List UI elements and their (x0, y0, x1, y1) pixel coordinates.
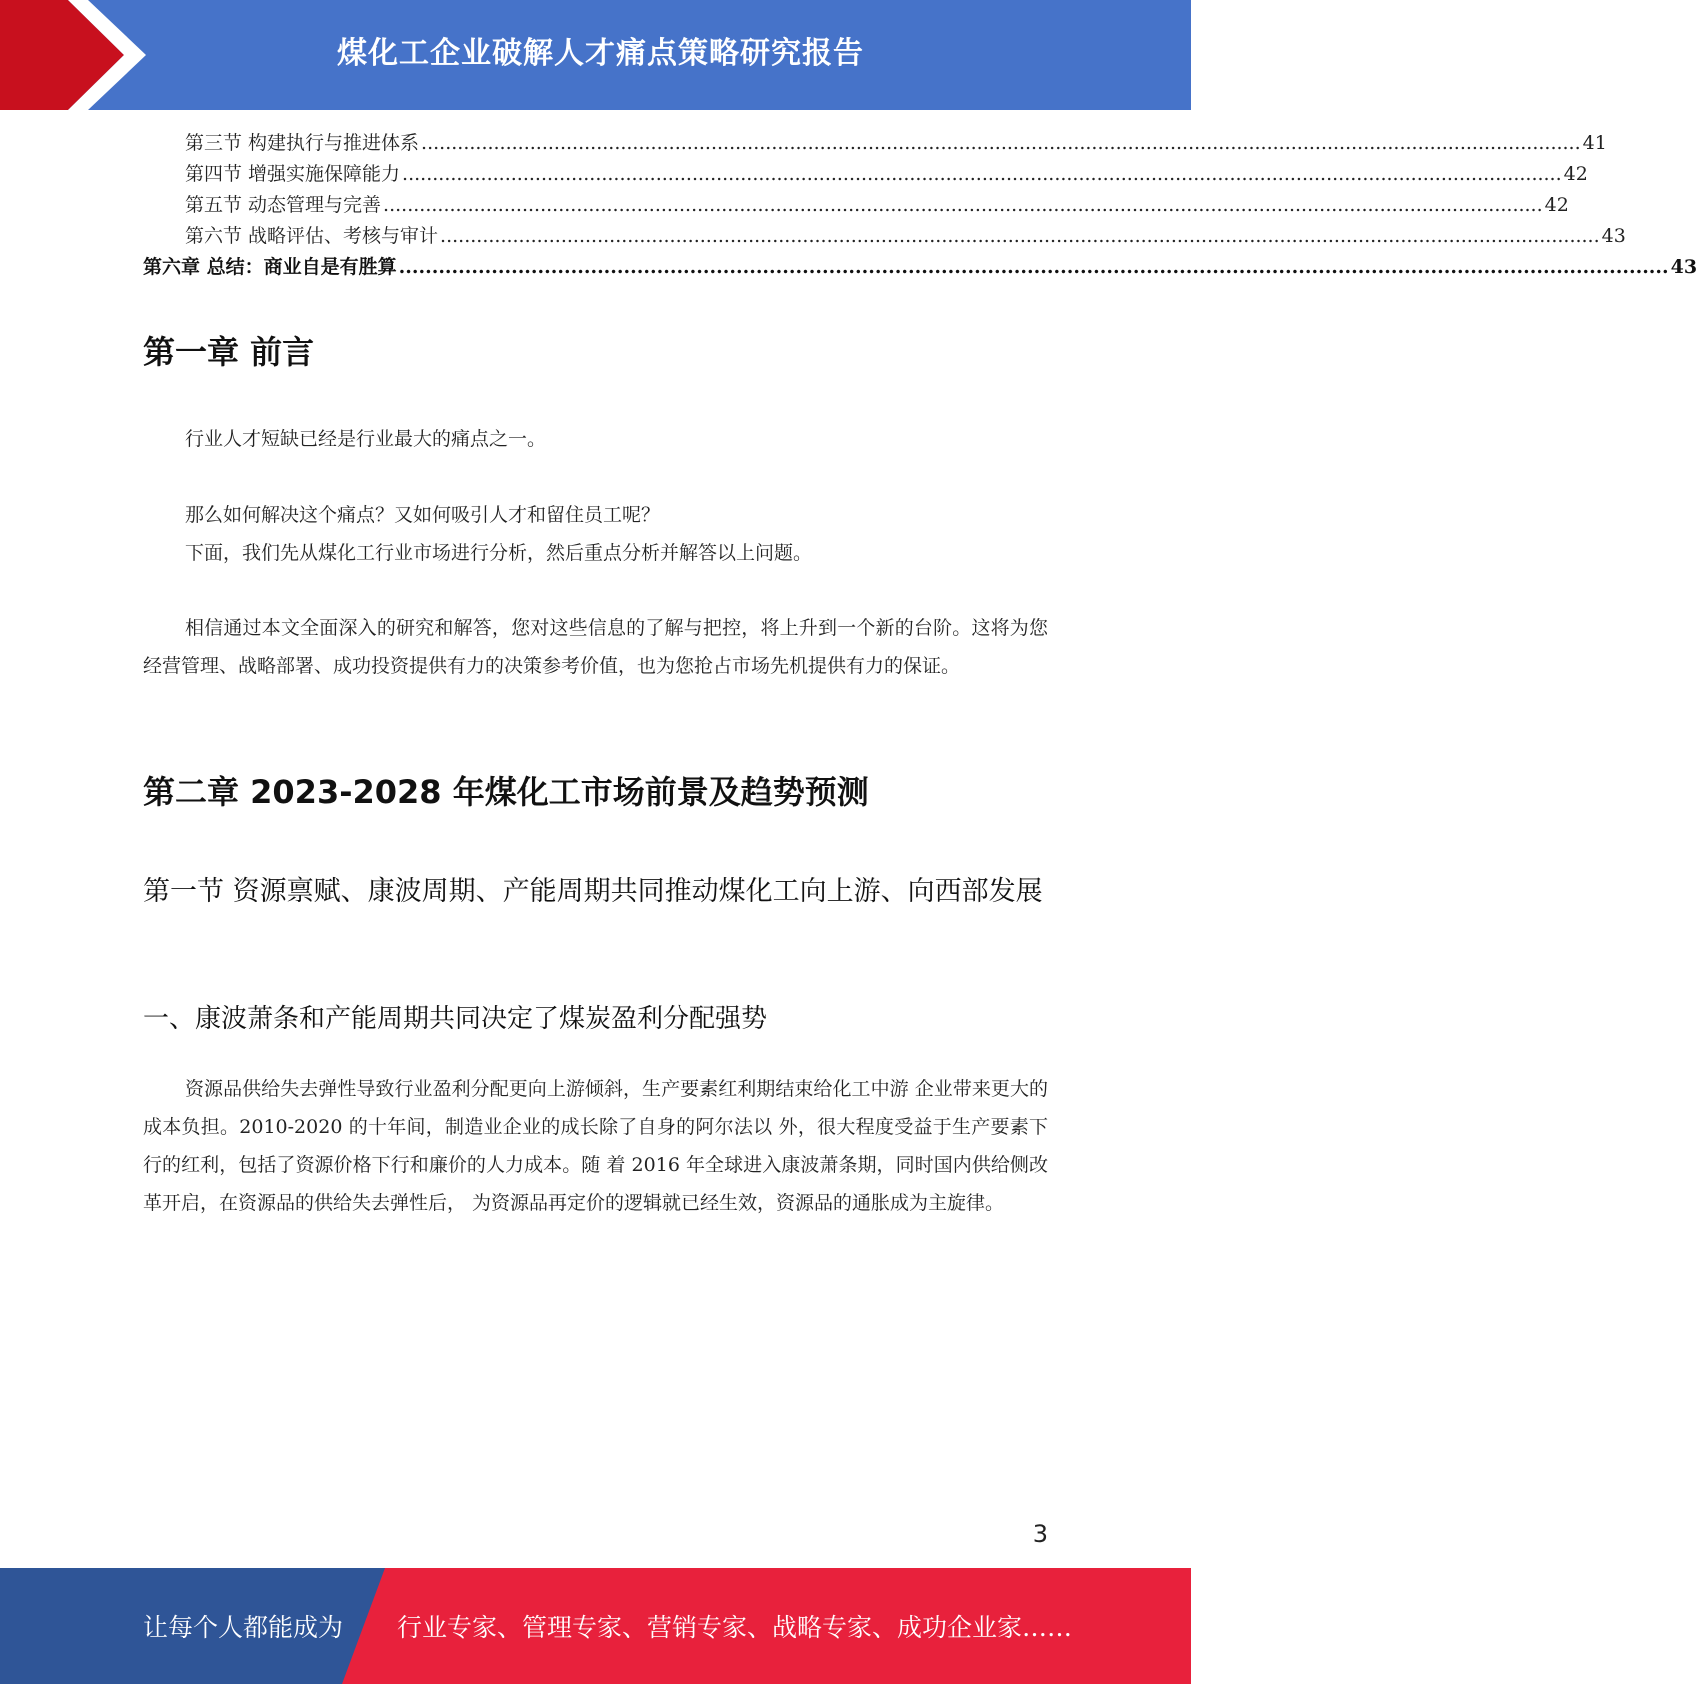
toc-entry-chapter[interactable] (143, 252, 1697, 283)
section-heading: 第一节 资源禀赋、康波周期、产能周期共同推动煤化工向上游、向西部发展 (143, 876, 1043, 907)
paragraph: 资源品供给失去弹性导致行业盈利分配更向上游倾斜，生产要素红利期结束给化工中游 企业带来更大的成本负担。2010-2020 的十年间，制造业企业的成长除了自身的阿尔法以 外，很大程度受益于生产要素下行的红利，包括了资源价格下行和廉价的人力成本。随 着 2016 年全球进入康波萧条期，同时国内供给侧改革开启，在资源品的供给失去弹性后， 为资源品再定价的逻辑就已经生效，资源品的通胀成为主旋律。 (143, 1078, 1048, 1214)
paragraph: 下面，我们先从煤化工行业市场进行分析，然后重点分析并解答以上问题。 (185, 542, 813, 564)
toc-leader-dots: ................................................................................................................................................................................................ (398, 256, 1669, 278)
chapter-2-heading: 第二章 2023-2028 年煤化工市场前景及趋势预测 (143, 773, 869, 811)
page-header (0, 0, 1191, 110)
toc-leader-dots: ................................................................................................................................................................................................ (421, 132, 1581, 154)
toc-entry-label: 第五节 动态管理与完善 (185, 194, 382, 216)
toc-leader-dots: ................................................................................................................................................................................................ (440, 225, 1600, 247)
footer-slogan-right: 行业专家、管理专家、营销专家、战略专家、成功企业家…… (397, 1613, 1073, 1642)
toc-entry-page: 43 (1670, 256, 1697, 278)
toc-entry[interactable] (143, 190, 1569, 221)
toc-entry-page: 42 (1563, 163, 1588, 185)
toc-entry[interactable] (143, 128, 1607, 159)
toc-entry-page: 42 (1544, 194, 1569, 216)
paragraph: 相信通过本文全面深入的研究和解答，您对这些信息的了解与把控，将上升到一个新的台阶。这将为您经营管理、战略部署、成功投资提供有力的决策参考价值，也为您抢占市场先机提供有力的保证。 (143, 617, 1048, 677)
toc-entry-label: 第六节 战略评估、考核与审计 (185, 225, 439, 247)
report-title: 煤化工企业破解人才痛点策略研究报告 (337, 36, 864, 71)
footer-slogan-left: 让每个人都能成为 (143, 1613, 344, 1642)
table-of-contents (143, 128, 1697, 283)
toc-leader-dots: ................................................................................................................................................................................................ (383, 194, 1543, 216)
toc-entry-label: 第三节 构建执行与推进体系 (185, 132, 420, 154)
paragraph: 行业人才短缺已经是行业最大的痛点之一。 (185, 428, 547, 450)
page-footer (0, 1568, 1191, 1684)
paragraph: 那么如何解决这个痛点？又如何吸引人才和留住员工呢？ (185, 504, 661, 526)
page-number: 3 (1032, 1520, 1048, 1548)
chapter-1-heading: 第一章 前言 (143, 333, 315, 371)
subsection-heading: 一、康波萧条和产能周期共同决定了煤炭盈利分配强势 (143, 1004, 768, 1034)
toc-entry[interactable] (143, 221, 1626, 252)
toc-entry-page: 43 (1601, 225, 1626, 247)
header-arrow-decoration (0, 0, 150, 110)
toc-entry-page: 41 (1582, 132, 1607, 154)
toc-entry-label: 第四节 增强实施保障能力 (185, 163, 401, 185)
toc-entry[interactable] (143, 159, 1588, 190)
toc-entry-label: 第六章 总结：商业自是有胜算 (143, 256, 397, 278)
toc-leader-dots: ................................................................................................................................................................................................ (402, 163, 1562, 185)
